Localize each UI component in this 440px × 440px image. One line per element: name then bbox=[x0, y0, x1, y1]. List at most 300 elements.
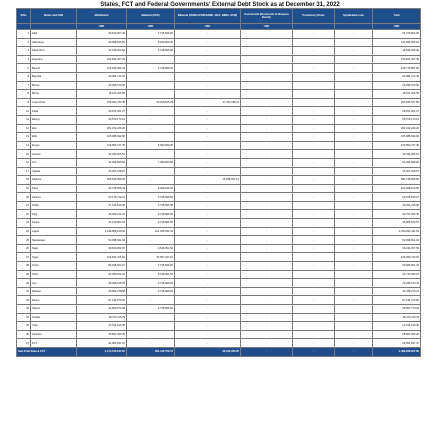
cell-syndicated: - bbox=[335, 270, 373, 279]
cell-syndicated: - bbox=[335, 313, 373, 322]
cell-multilateral: 99,694,525.81 bbox=[77, 38, 127, 47]
cell-multilateral: 115,950,747.36 bbox=[77, 141, 127, 150]
cell-bilateral-china: - bbox=[175, 133, 241, 142]
cell-total: 100,668,105.82 bbox=[373, 184, 421, 193]
unit-cell: USD bbox=[373, 24, 421, 30]
table-row bbox=[17, 167, 421, 176]
table-row bbox=[17, 55, 421, 64]
cell-commercial: - bbox=[241, 305, 293, 314]
column-header-bilateral-china: Bilateral (CHINA EXIM BANK, JICA, INDIA, KFW) bbox=[175, 9, 241, 24]
cell-total: 136,259,743.02 bbox=[373, 253, 421, 262]
cell-sn: 37 bbox=[17, 339, 31, 348]
cell-multilateral: 105,988,932.96 bbox=[77, 133, 127, 142]
cell-commercial: - bbox=[241, 30, 293, 39]
cell-commercial: - bbox=[241, 210, 293, 219]
table-row bbox=[17, 219, 421, 228]
cell-total: 90,682,501.33 bbox=[373, 262, 421, 271]
cell-afd: - bbox=[127, 176, 175, 185]
cell-commercial: - bbox=[241, 115, 293, 124]
cell-bilateral-china: - bbox=[175, 270, 241, 279]
cell-state: Sokoto bbox=[31, 305, 77, 314]
cell-total: 32,492,206.51 bbox=[373, 150, 421, 159]
document-title: States, FCT and Federal Governments' External Debt Stock as at December 31, 2022 bbox=[100, 2, 340, 8]
cell-afd: - bbox=[127, 236, 175, 245]
cell-afd: 3,736,896.66 bbox=[127, 30, 175, 39]
cell-bilateral-china: - bbox=[175, 236, 241, 245]
cell-afd: - bbox=[127, 81, 175, 90]
cell-bilateral-china: - bbox=[175, 279, 241, 288]
cell-commercial: - bbox=[241, 313, 293, 322]
cell-promissory: - bbox=[293, 193, 335, 202]
cell-afd: 3,736,896.66 bbox=[127, 201, 175, 210]
table-row bbox=[17, 81, 421, 90]
cell-total: 229,525,677.85 bbox=[373, 98, 421, 107]
cell-multilateral: 32,820,873.38 bbox=[77, 305, 127, 314]
cell-state: FCT bbox=[31, 339, 77, 348]
cell-syndicated: - bbox=[335, 236, 373, 245]
table-row bbox=[17, 72, 421, 81]
cell-sn: 25 bbox=[17, 236, 31, 245]
cell-total: 52,998,091.94 bbox=[373, 236, 421, 245]
cell-promissory: - bbox=[293, 72, 335, 81]
cell-multilateral: 44,094,688.60 bbox=[77, 158, 127, 167]
cell-multilateral: 26,307,018.67 bbox=[77, 167, 127, 176]
cell-syndicated: - bbox=[335, 124, 373, 133]
cell-sn: 22 bbox=[17, 210, 31, 219]
cell-bilateral-china: - bbox=[175, 313, 241, 322]
cell-syndicated: - bbox=[335, 30, 373, 39]
cell-multilateral: 29,939,979.60 bbox=[77, 81, 127, 90]
cell-promissory: - bbox=[293, 107, 335, 116]
cell-sn: 36 bbox=[17, 330, 31, 339]
cell-sn: 2 bbox=[17, 38, 31, 47]
cell-state: Yobe bbox=[31, 322, 77, 331]
cell-multilateral: 90,542,907.40 bbox=[77, 30, 127, 39]
table-row bbox=[17, 184, 421, 193]
cell-syndicated: - bbox=[335, 158, 373, 167]
cell-bilateral-china: 13,098,397.14 bbox=[175, 176, 241, 185]
cell-commercial: - bbox=[241, 167, 293, 176]
cell-state: Niger bbox=[31, 244, 77, 253]
cell-state: Oyo bbox=[31, 279, 77, 288]
column-header-syndicated: Syndicated Loan bbox=[335, 9, 373, 24]
cell-promissory: - bbox=[293, 81, 335, 90]
cell-multilateral: 24,951,837.47 bbox=[77, 339, 127, 348]
column-header-commercial: Commercial (Eurobonds & Diaspora Bonds) bbox=[241, 9, 293, 24]
cell-total: 1,250,261,511.63 bbox=[373, 227, 421, 236]
cell-multilateral: 87,134,070.96 bbox=[77, 296, 127, 305]
cell-bilateral-china: - bbox=[175, 330, 241, 339]
cell-bilateral-china: - bbox=[175, 287, 241, 296]
cell-bilateral-china: - bbox=[175, 124, 241, 133]
table-row bbox=[17, 227, 421, 236]
cell-promissory: - bbox=[293, 305, 335, 314]
cell-state: Kwara bbox=[31, 219, 77, 228]
cell-syndicated: - bbox=[335, 253, 373, 262]
cell-total: 582,748,056.66 bbox=[373, 176, 421, 185]
cell-afd: - bbox=[127, 124, 175, 133]
cell-commercial: - bbox=[241, 244, 293, 253]
cell-afd: 5,000,000.00 bbox=[127, 141, 175, 150]
table-row bbox=[17, 193, 421, 202]
cell-promissory: - bbox=[293, 98, 335, 107]
cell-syndicated: - bbox=[335, 38, 373, 47]
cell-promissory: - bbox=[293, 158, 335, 167]
cell-sn: 23 bbox=[17, 219, 31, 228]
cell-state: Kano bbox=[31, 184, 77, 193]
cell-syndicated: - bbox=[335, 176, 373, 185]
cell-commercial: - bbox=[241, 227, 293, 236]
cell-bilateral-china: - bbox=[175, 115, 241, 124]
cell-sn: 18 bbox=[17, 176, 31, 185]
cell-state: Bauchi bbox=[31, 64, 77, 73]
cell-afd: 3,736,896.66 bbox=[127, 219, 175, 228]
cell-bilateral-china: - bbox=[175, 47, 241, 56]
cell-bilateral-china: - bbox=[175, 167, 241, 176]
cell-state: Jigawa bbox=[31, 167, 77, 176]
table-row bbox=[17, 38, 421, 47]
cell-promissory: - bbox=[293, 47, 335, 56]
cell-bilateral-china: - bbox=[175, 210, 241, 219]
cell-syndicated: - bbox=[335, 279, 373, 288]
cell-syndicated: - bbox=[335, 55, 373, 64]
cell-commercial: - bbox=[241, 184, 293, 193]
cell-promissory: - bbox=[293, 90, 335, 99]
cell-commercial: - bbox=[241, 176, 293, 185]
cell-sn: 19 bbox=[17, 184, 31, 193]
cell-bilateral-china: - bbox=[175, 227, 241, 236]
cell-state: Akwa Ibom bbox=[31, 47, 77, 56]
cell-promissory: - bbox=[293, 279, 335, 288]
cell-sn: 4 bbox=[17, 55, 31, 64]
cell-syndicated: - bbox=[335, 262, 373, 271]
cell-commercial: - bbox=[241, 64, 293, 73]
table-row bbox=[17, 124, 421, 133]
cell-sn: 16 bbox=[17, 158, 31, 167]
cell-multilateral: 569,649,659.52 bbox=[77, 176, 127, 185]
cell-syndicated: - bbox=[335, 322, 373, 331]
column-header-state: States and FGN bbox=[31, 9, 77, 24]
cell-commercial: - bbox=[241, 201, 293, 210]
cell-commercial: - bbox=[241, 219, 293, 228]
cell-sn: 29 bbox=[17, 270, 31, 279]
cell-commercial: - bbox=[241, 236, 293, 245]
cell-commercial: - bbox=[241, 81, 293, 90]
cell-bilateral-china: - bbox=[175, 296, 241, 305]
external-debt-table bbox=[16, 8, 421, 357]
cell-state: Edo bbox=[31, 124, 77, 133]
cell-state: Ogun bbox=[31, 253, 77, 262]
cell-afd: 3,736,896.66 bbox=[127, 193, 175, 202]
cell-promissory: - bbox=[293, 262, 335, 271]
cell-syndicated: - bbox=[335, 98, 373, 107]
subtotal-cell: 30,340,466.25 bbox=[175, 347, 241, 356]
cell-promissory: - bbox=[293, 313, 335, 322]
cell-bilateral-china: - bbox=[175, 81, 241, 90]
cell-multilateral: 22,514,196.36 bbox=[77, 322, 127, 331]
cell-state: Cross River bbox=[31, 98, 77, 107]
cell-afd: 9,419,991.53 bbox=[127, 270, 175, 279]
cell-state: Taraba bbox=[31, 313, 77, 322]
cell-state: Katsina bbox=[31, 193, 77, 202]
table-row bbox=[17, 47, 421, 56]
cell-total: 36,557,770.04 bbox=[373, 305, 421, 314]
cell-total: 26,307,018.67 bbox=[373, 167, 421, 176]
cell-state: Osun bbox=[31, 270, 77, 279]
cell-multilateral: 60,384,724.44 bbox=[77, 72, 127, 81]
cell-total: 28,861,053.20 bbox=[373, 330, 421, 339]
table-row bbox=[17, 322, 421, 331]
cell-sn: 15 bbox=[17, 150, 31, 159]
unit-cell: USD bbox=[77, 24, 127, 30]
cell-bilateral-china: - bbox=[175, 150, 241, 159]
cell-commercial: - bbox=[241, 107, 293, 116]
cell-bilateral-china: - bbox=[175, 141, 241, 150]
cell-bilateral-china: - bbox=[175, 305, 241, 314]
cell-multilateral: 68,499,226.78 bbox=[77, 279, 127, 288]
table-row bbox=[17, 236, 421, 245]
cell-multilateral: 18,101,406.65 bbox=[77, 90, 127, 99]
cell-afd: - bbox=[127, 107, 175, 116]
cell-afd: 7,000,000.00 bbox=[127, 158, 175, 167]
cell-state: Delta bbox=[31, 107, 77, 116]
cell-multilateral: 52,998,091.94 bbox=[77, 236, 127, 245]
cell-afd: - bbox=[127, 296, 175, 305]
cell-multilateral: 59,871,451.27 bbox=[77, 107, 127, 116]
cell-multilateral: 1,148,808,219.00 bbox=[77, 227, 127, 236]
cell-promissory: - bbox=[293, 227, 335, 236]
cell-state: Adamawa bbox=[31, 38, 77, 47]
cell-multilateral: 41,129,682.91 bbox=[77, 219, 127, 228]
cell-afd: 3,736,896.66 bbox=[127, 279, 175, 288]
cell-commercial: - bbox=[241, 141, 293, 150]
cell-state: Plateau bbox=[31, 287, 77, 296]
cell-syndicated: - bbox=[335, 339, 373, 348]
cell-multilateral: 261,153,246.26 bbox=[77, 124, 127, 133]
cell-promissory: - bbox=[293, 133, 335, 142]
cell-afd: - bbox=[127, 55, 175, 64]
table-row bbox=[17, 30, 421, 39]
column-header-afd: Bilateral (AFD) bbox=[127, 9, 175, 24]
cell-state: Nassarawa bbox=[31, 236, 77, 245]
cell-promissory: - bbox=[293, 339, 335, 348]
cell-sn: 14 bbox=[17, 141, 31, 150]
cell-promissory: - bbox=[293, 244, 335, 253]
column-header-sn: S/No bbox=[17, 9, 31, 24]
cell-bilateral-china: - bbox=[175, 253, 241, 262]
cell-afd: - bbox=[127, 150, 175, 159]
cell-bilateral-china: 17,242,069.11 bbox=[175, 98, 241, 107]
cell-promissory: - bbox=[293, 184, 335, 193]
cell-syndicated: - bbox=[335, 141, 373, 150]
cell-total: 91,779,393.97 bbox=[373, 270, 421, 279]
cell-total: 22,514,196.36 bbox=[373, 322, 421, 331]
cell-bilateral-china: - bbox=[175, 38, 241, 47]
subtotal-cell: 281,412,752.73 bbox=[127, 347, 175, 356]
cell-commercial: - bbox=[241, 124, 293, 133]
cell-state: Ondo bbox=[31, 262, 77, 271]
cell-total: 29,939,979.60 bbox=[373, 81, 421, 90]
cell-promissory: - bbox=[293, 236, 335, 245]
cell-sn: 9 bbox=[17, 98, 31, 107]
cell-commercial: - bbox=[241, 47, 293, 56]
cell-promissory: - bbox=[293, 124, 335, 133]
cell-commercial: - bbox=[241, 322, 293, 331]
cell-afd: 3,736,896.66 bbox=[127, 47, 175, 56]
cell-syndicated: - bbox=[335, 219, 373, 228]
cell-state: Benue bbox=[31, 81, 77, 90]
cell-sn: 13 bbox=[17, 133, 31, 142]
cell-bilateral-china: - bbox=[175, 322, 241, 331]
table-row bbox=[17, 133, 421, 142]
cell-syndicated: - bbox=[335, 184, 373, 193]
cell-afd: - bbox=[127, 167, 175, 176]
cell-promissory: - bbox=[293, 270, 335, 279]
cell-sn: 35 bbox=[17, 322, 31, 331]
table-row bbox=[17, 150, 421, 159]
cell-total: 72,236,123.44 bbox=[373, 279, 421, 288]
cell-total: 31,789,275.24 bbox=[373, 287, 421, 296]
table-row bbox=[17, 141, 421, 150]
cell-commercial: - bbox=[241, 133, 293, 142]
cell-syndicated: - bbox=[335, 72, 373, 81]
cell-bilateral-china: - bbox=[175, 193, 241, 202]
cell-state: Ebonyi bbox=[31, 115, 77, 124]
cell-afd: 9,615,394.62 bbox=[127, 244, 175, 253]
table-row bbox=[17, 201, 421, 210]
cell-bilateral-china: - bbox=[175, 339, 241, 348]
table-row bbox=[17, 262, 421, 271]
table-row bbox=[17, 107, 421, 116]
cell-sn: 10 bbox=[17, 107, 31, 116]
cell-multilateral: 28,052,378.58 bbox=[77, 287, 127, 296]
cell-afd: - bbox=[127, 90, 175, 99]
cell-afd: 6,940,549.49 bbox=[127, 184, 175, 193]
cell-promissory: - bbox=[293, 219, 335, 228]
cell-bilateral-china: - bbox=[175, 158, 241, 167]
cell-bilateral-china: - bbox=[175, 219, 241, 228]
table-row bbox=[17, 330, 421, 339]
cell-multilateral: 82,359,402.44 bbox=[77, 270, 127, 279]
cell-commercial: - bbox=[241, 330, 293, 339]
subtotal-label: Sub-Total State & FCT bbox=[17, 347, 77, 356]
table-row bbox=[17, 305, 421, 314]
cell-promissory: - bbox=[293, 296, 335, 305]
cell-sn: 6 bbox=[17, 72, 31, 81]
cell-sn: 34 bbox=[17, 313, 31, 322]
cell-afd: - bbox=[127, 313, 175, 322]
cell-syndicated: - bbox=[335, 107, 373, 116]
cell-multilateral: 32,492,206.51 bbox=[77, 150, 127, 159]
cell-afd: - bbox=[127, 133, 175, 142]
cell-commercial: - bbox=[241, 287, 293, 296]
cell-commercial: - bbox=[241, 296, 293, 305]
cell-total: 60,384,724.44 bbox=[373, 72, 421, 81]
cell-total: 94,279,804.06 bbox=[373, 30, 421, 39]
table-row bbox=[17, 90, 421, 99]
cell-state: Anambra bbox=[31, 55, 77, 64]
table-row bbox=[17, 287, 421, 296]
cell-syndicated: - bbox=[335, 150, 373, 159]
cell-commercial: - bbox=[241, 279, 293, 288]
cell-bilateral-china: - bbox=[175, 107, 241, 116]
cell-commercial: - bbox=[241, 90, 293, 99]
cell-bilateral-china: - bbox=[175, 72, 241, 81]
cell-total: 69,434,457.59 bbox=[373, 244, 421, 253]
cell-afd: 3,736,896.66 bbox=[127, 210, 175, 219]
subtotal-cell: - bbox=[293, 347, 335, 356]
cell-sn: 5 bbox=[17, 64, 31, 73]
cell-state: Ekiti bbox=[31, 133, 77, 142]
cell-bilateral-china: - bbox=[175, 55, 241, 64]
table-row bbox=[17, 64, 421, 73]
cell-total: 59,570,170.14 bbox=[373, 115, 421, 124]
cell-bilateral-china: - bbox=[175, 244, 241, 253]
table-row bbox=[17, 296, 421, 305]
cell-bilateral-china: - bbox=[175, 201, 241, 210]
cell-state: Kebbi bbox=[31, 201, 77, 210]
cell-multilateral: 59,570,170.14 bbox=[77, 115, 127, 124]
cell-syndicated: - bbox=[335, 305, 373, 314]
cell-total: 87,134,070.96 bbox=[373, 296, 421, 305]
cell-syndicated: - bbox=[335, 81, 373, 90]
cell-multilateral: 159,062,763.45 bbox=[77, 98, 127, 107]
cell-total: 40,931,745.98 bbox=[373, 201, 421, 210]
table-row bbox=[17, 158, 421, 167]
cell-commercial: - bbox=[241, 253, 293, 262]
cell-syndicated: - bbox=[335, 167, 373, 176]
cell-total: 103,824,427.39 bbox=[373, 55, 421, 64]
cell-bilateral-china: - bbox=[175, 262, 241, 271]
cell-afd: - bbox=[127, 322, 175, 331]
cell-promissory: - bbox=[293, 141, 335, 150]
cell-total: 53,916,636.07 bbox=[373, 193, 421, 202]
cell-commercial: - bbox=[241, 262, 293, 271]
table-row bbox=[17, 270, 421, 279]
cell-promissory: - bbox=[293, 55, 335, 64]
cell-commercial: - bbox=[241, 38, 293, 47]
table-row bbox=[17, 244, 421, 253]
cell-syndicated: - bbox=[335, 330, 373, 339]
table-row bbox=[17, 313, 421, 322]
table-row bbox=[17, 339, 421, 348]
table-row bbox=[17, 210, 421, 219]
cell-sn: 27 bbox=[17, 253, 31, 262]
cell-state: Kaduna bbox=[31, 176, 77, 185]
cell-promissory: - bbox=[293, 322, 335, 331]
table-row bbox=[17, 115, 421, 124]
cell-total: 44,846,320.30 bbox=[373, 47, 421, 56]
cell-state: Abia bbox=[31, 30, 77, 39]
cell-afd: 32,657,327.10 bbox=[127, 253, 175, 262]
cell-syndicated: - bbox=[335, 210, 373, 219]
table-row bbox=[17, 253, 421, 262]
cell-multilateral: 41,109,423.64 bbox=[77, 47, 127, 56]
cell-afd: 3,736,896.66 bbox=[127, 64, 175, 73]
cell-commercial: - bbox=[241, 55, 293, 64]
cell-bilateral-china: - bbox=[175, 30, 241, 39]
cell-state: Gombe bbox=[31, 150, 77, 159]
cell-syndicated: - bbox=[335, 287, 373, 296]
cell-afd: - bbox=[127, 72, 175, 81]
cell-afd: - bbox=[127, 339, 175, 348]
cell-state: Rivers bbox=[31, 296, 77, 305]
cell-multilateral: 93,728,056.33 bbox=[77, 184, 127, 193]
cell-sn: 17 bbox=[17, 167, 31, 176]
cell-commercial: - bbox=[241, 339, 293, 348]
cell-sn: 26 bbox=[17, 244, 31, 253]
cell-promissory: - bbox=[293, 64, 335, 73]
